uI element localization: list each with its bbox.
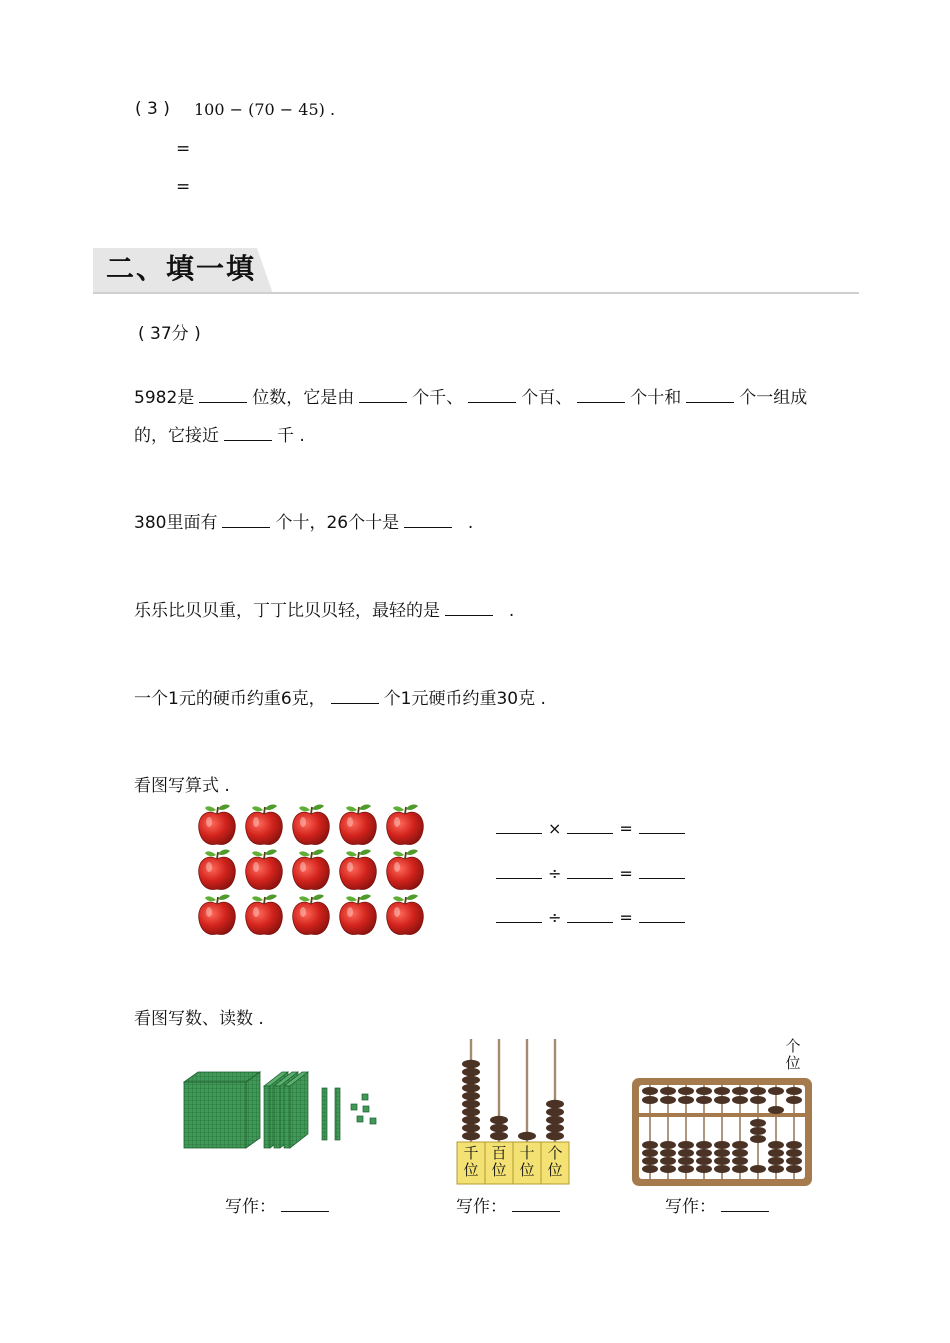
- answer-blank[interactable]: [721, 1196, 769, 1212]
- question-6-title: 看图写数、读数 .: [134, 1009, 264, 1029]
- q1-text: 千 .: [277, 426, 305, 446]
- question-1-line-2: [134, 425, 305, 447]
- q1-text: 个千、: [412, 388, 464, 408]
- q3-text: 乐乐比贝贝重，丁丁比贝贝轻，最轻的是: [134, 601, 440, 621]
- q1-text: 个一组成: [739, 388, 808, 408]
- apple-icon: [199, 804, 424, 934]
- q1-text: 个百、: [521, 388, 573, 408]
- times-sign: ×: [548, 819, 562, 838]
- question-3: [134, 600, 514, 622]
- answer-blank[interactable]: [577, 387, 625, 403]
- write-label: 写作：: [665, 1197, 716, 1217]
- answer-blank[interactable]: [686, 387, 734, 403]
- abacus-ones-label: 个 位: [785, 1037, 801, 1072]
- divide-sign: ÷: [548, 908, 562, 927]
- equals-sign: =: [619, 908, 633, 927]
- base-ten-blocks: [180, 1068, 385, 1158]
- write-label: 写作：: [225, 1197, 276, 1217]
- answer-blank[interactable]: [468, 387, 516, 403]
- q2-text: .: [467, 513, 474, 533]
- answer-blank[interactable]: [512, 1196, 560, 1212]
- answer-blank[interactable]: [639, 907, 685, 923]
- place-label-hundreds: 百 位: [491, 1144, 507, 1179]
- equals-sign: =: [619, 864, 633, 883]
- equals-line-1: =: [176, 139, 191, 159]
- counter-rods: [471, 1039, 555, 1142]
- q1-text: 位数，它是由: [252, 388, 355, 408]
- place-label-thousands: 千 位: [463, 1144, 479, 1179]
- write-answer-3: [665, 1196, 774, 1218]
- answer-blank[interactable]: [639, 863, 685, 879]
- q3-text: .: [508, 601, 515, 621]
- answer-blank[interactable]: [639, 818, 685, 834]
- hundred-flats: [264, 1072, 308, 1148]
- place-label-ones: 个 位: [547, 1144, 563, 1179]
- apple-grid: [190, 800, 430, 942]
- equation-row-1: [496, 818, 691, 839]
- answer-blank[interactable]: [496, 818, 542, 834]
- answer-blank[interactable]: [281, 1196, 329, 1212]
- q4-text: 个1元硬币约重30克 .: [383, 689, 546, 709]
- answer-blank[interactable]: [567, 818, 613, 834]
- answer-blank[interactable]: [222, 512, 270, 528]
- equals-sign: =: [619, 819, 633, 838]
- answer-blank[interactable]: [359, 387, 407, 403]
- q4-text: 一个1元的硬币约重6克，: [134, 689, 326, 709]
- q2-text: 个十，26个十是: [275, 513, 400, 533]
- answer-blank[interactable]: [199, 387, 247, 403]
- answer-blank[interactable]: [445, 600, 493, 616]
- abacus-beam: [639, 1113, 805, 1117]
- answer-blank[interactable]: [496, 863, 542, 879]
- answer-blank[interactable]: [331, 688, 379, 704]
- write-answer-1: [225, 1196, 334, 1218]
- question-5-title: 看图写算式 .: [134, 776, 230, 796]
- equals-line-2: =: [176, 177, 191, 197]
- unit-cubes: [351, 1094, 376, 1124]
- problem-expression: 100 − (70 − 45) .: [194, 100, 336, 119]
- section-title: 二、填一填: [106, 252, 257, 285]
- abacus: [630, 1076, 814, 1188]
- answer-blank[interactable]: [404, 512, 452, 528]
- divide-sign: ÷: [548, 864, 562, 883]
- section-score: ( 37分 ): [138, 324, 201, 344]
- answer-blank[interactable]: [224, 425, 272, 441]
- question-4: [134, 688, 546, 710]
- problem-label: ( 3 ): [135, 99, 170, 119]
- q1-text: 5982是: [134, 388, 195, 408]
- answer-blank[interactable]: [567, 863, 613, 879]
- q2-text: 380里面有: [134, 513, 218, 533]
- q1-text: 个十和: [630, 388, 682, 408]
- question-1-line-1: [134, 387, 807, 409]
- q1-text: 的，它接近: [134, 426, 219, 446]
- equation-row-3: [496, 907, 691, 928]
- answer-blank[interactable]: [496, 907, 542, 923]
- write-label: 写作：: [456, 1197, 507, 1217]
- thousand-cube: [184, 1072, 260, 1148]
- answer-blank[interactable]: [567, 907, 613, 923]
- section-divider: [93, 292, 859, 294]
- counter-beads: [462, 1060, 564, 1141]
- write-answer-2: [456, 1196, 565, 1218]
- equation-row-2: [496, 863, 691, 884]
- question-2: [134, 512, 473, 534]
- place-label-tens: 十 位: [519, 1144, 535, 1179]
- ten-rods: [322, 1088, 340, 1140]
